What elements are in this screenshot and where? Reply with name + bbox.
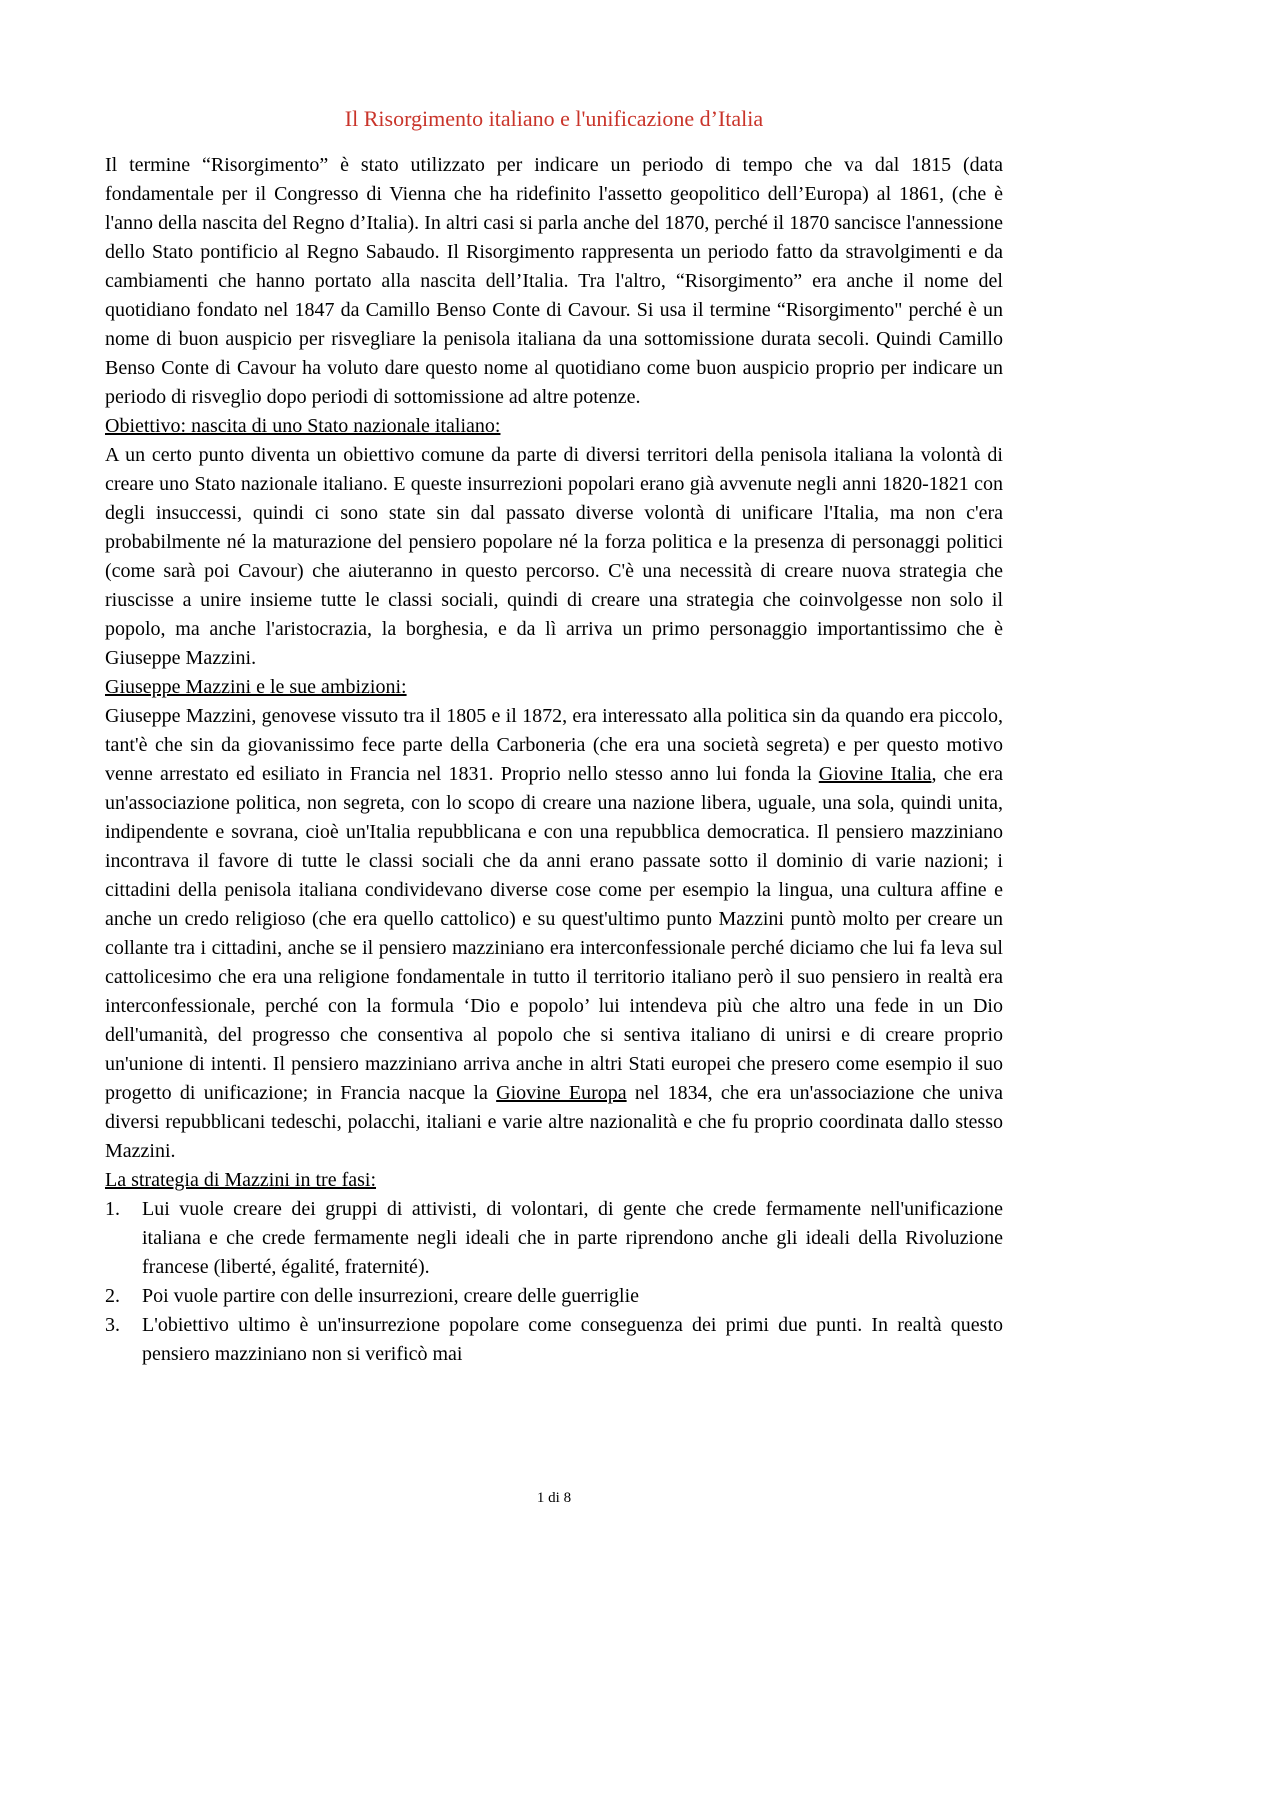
page-number: 1 di 8 <box>536 1490 572 1506</box>
paragraph-mazzini-text-b: , che era un'associazione politica, non segreta, con lo scopo di creare una nazione libera, uguale, una sola, quindi unita, indipendente e sovrana, cioè un'Italia repubblicana e con una repubblica democratica. Il pensiero mazziniano incontrava il favore di tutte le classi sociali che da anni erano passate sotto il dominio di varie nazioni; i cittadini della penisola italiana condividevano diverse cose come per esempio la lingua, una cultura affine e anche un credo religioso (che era quello cattolico) e su quest'ultimo punto Mazzini puntò molto per creare un collante tra i cittadini, anche se il pensiero mazziniano era interconfessionale perché diciamo che lui fa leva sul cattolicesimo che era una religione fondamentale in tutto il territorio italiano però il suo pensiero in realtà era interconfessionale, perché con la formula ‘Dio e popolo’ lui intendeva più che altro una fede in un Dio dell'umanità, del progresso che consentiva al popolo che si sentiva italiano di unirsi e di creare proprio un'unione di intenti. Il pensiero mazziniano arriva anche in altri Stati europei che presero come esempio il suo progetto di unificazione; in Francia nacque la <box>105 763 1004 1104</box>
list-item <box>105 1311 1003 1369</box>
section-heading-strategia: La strategia di Mazzini in tre fasi: <box>105 1169 377 1191</box>
section-heading-mazzini: Giuseppe Mazzini e le sue ambizioni: <box>105 676 407 698</box>
list-item-text: L'obiettivo ultimo è un'insurrezione popolare come conseguenza dei primi due punti. In realtà questo pensiero mazziniano non si verificò mai <box>142 1314 1003 1365</box>
list-item <box>105 1282 1003 1311</box>
paragraph-mazzini <box>105 702 1003 1166</box>
strategy-list <box>105 1195 1003 1369</box>
section-heading-obiettivo: Obiettivo: nascita di uno Stato nazionale italiano: <box>105 415 501 437</box>
paragraph-obiettivo: A un certo punto diventa un obiettivo comune da parte di diversi territori della penisola italiana la volontà di creare uno Stato nazionale italiano. E queste insurrezioni popolari erano già avvenute negli anni 1820-1821 con degli insuccessi, quindi ci sono state sin dal passato diverse volontà di unificare l'Italia, ma non c'era probabilmente né la maturazione del pensiero popolare né la forza politica e la presenza di personaggi politici (come sarà poi Cavour) che aiuteranno in questo percorso. C'è una necessità di creare nuova strategia che riuscisse a unire insieme tutte le classi sociali, quindi di creare una strategia che coinvolgesse non solo il popolo, ma anche l'aristocrazia, la borghesia, e da lì arriva un primo personaggio importantissimo che è Giuseppe Mazzini. <box>105 444 1003 669</box>
list-item-text: Lui vuole creare dei gruppi di attivisti, di volontari, di gente che crede fermamente nell'unificazione italiana e che crede fermamente negli ideali che in parte riprendono anche gli ideali della Rivoluzione francese (liberté, égalité, fraternité). <box>142 1198 1003 1278</box>
document-title: Il Risorgimento italiano e l'unificazione d’Italia <box>344 106 764 131</box>
document-content <box>105 104 1003 1369</box>
list-item-text: Poi vuole partire con delle insurrezioni, creare delle guerriglie <box>142 1285 640 1307</box>
list-item <box>105 1195 1003 1282</box>
list-item-number: 2. <box>105 1285 120 1307</box>
list-item-number: 1. <box>105 1198 120 1220</box>
list-item-number: 3. <box>105 1314 120 1336</box>
underlined-term-giovine-europa: Giovine Europa <box>496 1082 627 1104</box>
paragraph-mazzini-text-c: nel 1834, che era un'associazione che univa diversi repubblicani tedeschi, polacchi, italiani e varie altre nazionalità e che fu proprio coordinata dallo stesso Mazzini. <box>105 1082 1003 1162</box>
underlined-term-giovine-italia: Giovine Italia <box>818 763 932 785</box>
paragraph-intro: Il termine “Risorgimento” è stato utilizzato per indicare un periodo di tempo che va dal 1815 (data fondamentale per il Congresso di Vienna che ha ridefinito l'assetto geopolitico dell’Europa) al 1861, (che è l'anno della nascita del Regno d’Italia). In altri casi si parla anche del 1870, perché il 1870 sancisce l'annessione dello Stato pontificio al Regno Sabaudo. Il Risorgimento rappresenta un periodo fatto da stravolgimenti e da cambiamenti che hanno portato alla nascita dell’Italia. Tra l'altro, “Risorgimento” era anche il nome del quotidiano fondato nel 1847 da Camillo Benso Conte di Cavour. Si usa il termine “Risorgimento" perché è un nome di buon auspicio per risvegliare la penisola italiana da una sottomissione durata secoli. Quindi Camillo Benso Conte di Cavour ha voluto dare questo nome al quotidiano come buon auspicio proprio per indicare un periodo di risveglio dopo periodi di sottomissione ad altre potenze. <box>105 154 1003 408</box>
paragraph-mazzini-text-a: Giuseppe Mazzini, genovese vissuto tra il 1805 e il 1872, era interessato alla politica sin da quando era piccolo, tant'è che sin da giovanissimo fece parte della Carboneria (che era una società segreta) e per questo motivo venne arrestato ed esiliato in Francia nel 1831. Proprio nello stesso anno lui fonda la <box>105 705 1003 785</box>
